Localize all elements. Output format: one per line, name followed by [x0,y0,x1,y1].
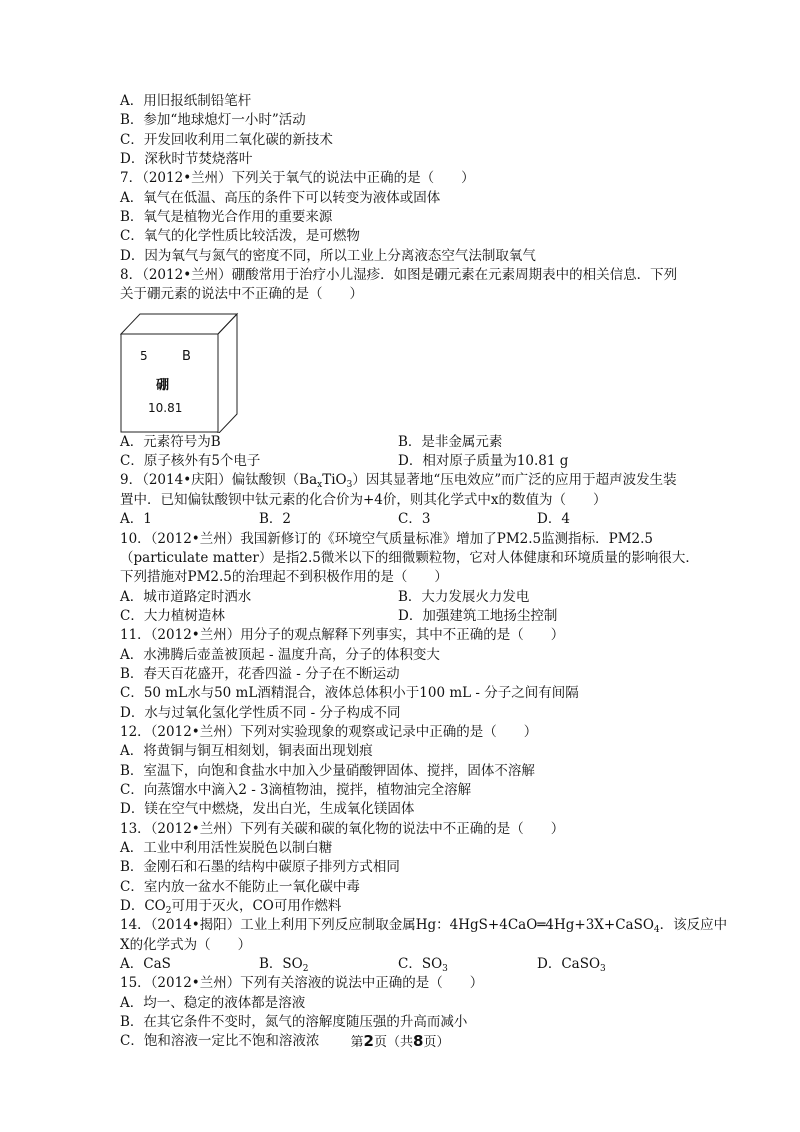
option-text: C．氧气的化学性质比较活泼，是可燃物 [120,228,360,245]
question-stem: 7．（2012•兰州）下列关于氧气的说法中正确的是（ ） [120,170,475,187]
option-part: B．SO [259,956,303,973]
option-text: B．2 [259,511,292,528]
subscript: x [317,480,323,491]
stem-part: ）因其显著地“压电效应”而广泛的应用于超声波发生装 [352,472,677,489]
option-text: A．1 [120,511,152,528]
question-stem: 关于硼元素的说法中不正确的是（ ） [120,286,363,303]
option-text [120,897,680,916]
question-stem: 下列措施对PM2.5的治理起不到积极作用的是（ ） [120,569,448,586]
option-text: B．大力发展火力发电 [398,588,530,605]
option-text: C．原子核外有5个电子 [120,453,261,470]
current-page-number: 2 [363,1032,374,1050]
question-stem: 10．（2012•兰州）我国新修订的《环境空气质量标准》增加了PM2.5监测指标．PM2.5 [120,530,653,547]
question-stem: （particulate matter）是指2.5微米以下的细微颗粒物，它对人体健康和环境质量的影响很大． [120,549,699,566]
option-text: A．CaS [120,956,171,973]
option-text: B．氧气是植物光合作用的重要来源 [120,209,333,226]
page-content [120,92,728,1052]
subscript: 3 [442,964,448,975]
total-page-number: 8 [413,1032,424,1050]
option-text: D．相对原子质量为10.81 g [398,453,569,470]
option-text: D．深秋时节焚烧落叶 [120,151,253,168]
option-text: D．加强建筑工地扬尘控制 [398,607,558,624]
option-text: D．镁在空气中燃烧，发出白光，生成氧化镁固体 [120,801,415,818]
stem-part: ．该反应中 [659,917,728,934]
element-atomic-number: 5 [140,348,148,363]
option-text [537,955,606,974]
option-text: B．是非金属元素 [398,433,503,450]
option-text: B．春天百花盛开，花香四溢 - 分子在不断运动 [120,665,400,682]
subscript: 2 [165,906,172,917]
option-text: C．室内放一盆水不能防止一氧化碳中毒 [120,878,360,895]
stem-part: TiO [322,472,347,489]
subscript: 4 [653,925,660,936]
question-stem: 12．（2012•兰州）下列对实验现象的观察或记录中正确的是（ ） [120,723,538,740]
option-text: C．50 mL水与50 mL酒精混合，液体总体积小于100 mL - 分子之间有间隔 [120,685,579,702]
option-text: D．4 [537,511,570,528]
element-name: 硼 [156,377,170,393]
option-text: B．在其它条件不变时，氮气的溶解度随压强的升高而减小 [120,1014,468,1031]
option-part: C．SO [398,956,443,973]
option-text: A．用旧报纸制铅笔杆 [120,93,252,109]
option-part: 可用于灭火，CO可用作燃料 [171,898,342,915]
option-text: B．参加“地球熄灯一小时”活动 [120,112,306,129]
option-text: A．均一、稳定的液体都是溶液 [120,994,306,1011]
subscript: 3 [600,964,606,975]
element-atomic-mass: 10.81 [148,400,183,415]
subscript: 2 [302,964,309,975]
question-stem: 置中．已知偏钛酸钡中钛元素的化合价为+4价，则其化学式中x的数值为（ ） [120,491,607,508]
option-text: A．氧气在低温、高压的条件下可以转变为液体或固体 [120,189,441,206]
footer-text: 页） [423,1035,450,1050]
option-text: A．将黄铜与铜互相刻划，铜表面出现划痕 [120,743,373,760]
option-text: B．室温下，向饱和食盐水中加入少量硝酸钾固体、搅拌，固体不溶解 [120,762,535,779]
option-text: C．3 [398,511,431,528]
option-text [398,955,537,974]
element-cube-drawing [120,305,250,433]
option-text: C．开发回收利用二氧化碳的新技术 [120,131,333,148]
option-part: D．CaSO [537,956,601,973]
option-text: C．大力植树造林 [120,607,225,624]
option-text: A．水沸腾后壶盖被顶起 - 温度升高，分子的体积变大 [120,646,440,663]
option-text: B．金刚石和石墨的结构中碳原子排列方式相同 [120,859,400,876]
option-part: D．CO [120,898,166,915]
question-stem [120,471,680,490]
option-text: C．饱和溶液一定比不饱和溶液浓 [120,1033,320,1050]
question-stem: X的化学式为（ ） [120,936,252,953]
option-text: C．向蒸馏水中滴入2 - 3滴植物油，搅拌，植物油完全溶解 [120,781,472,798]
question-stem: 15．（2012•兰州）下列有关溶液的说法中正确的是（ ） [120,975,484,992]
stem-part: 9．（2014•庆阳）偏钛酸钡（Ba [120,472,318,489]
stem-part: 14．（2014•揭阳）工业上利用下列反应制取金属Hg：4HgS+4CaO═4Hg+3X+CaSO [120,917,654,934]
question-stem [120,916,728,936]
element-symbol: B [182,348,191,364]
element-cube-figure [120,305,680,433]
subscript: 3 [346,480,353,491]
question-stem: 11．（2012•兰州）用分子的观点解释下列事实，其中不正确的是（ ） [120,627,565,644]
option-text: A．城市道路定时洒水 [120,588,252,605]
option-text: D．因为氧气与氮气的密度不同，所以工业上分离液态空气法制取氧气 [120,247,536,264]
question-stem: 13．（2012•兰州）下列有关碳和碳的氧化物的说法中不正确的是（ ） [120,820,565,837]
footer-text: 第 [350,1035,364,1050]
option-text [259,955,398,974]
option-text: A．元素符号为B [120,433,221,450]
page-footer [0,1031,800,1050]
footer-text: 页（共 [373,1035,413,1050]
option-text: D．水与过氧化氢化学性质不同 - 分子构成不同 [120,704,401,721]
question-stem: 8．（2012•兰州）硼酸常用于治疗小儿湿疹．如图是硼元素在元素周期表中的相关信息．下列 [120,267,678,284]
option-text: A．工业中利用活性炭脱色以制白糖 [120,840,333,856]
